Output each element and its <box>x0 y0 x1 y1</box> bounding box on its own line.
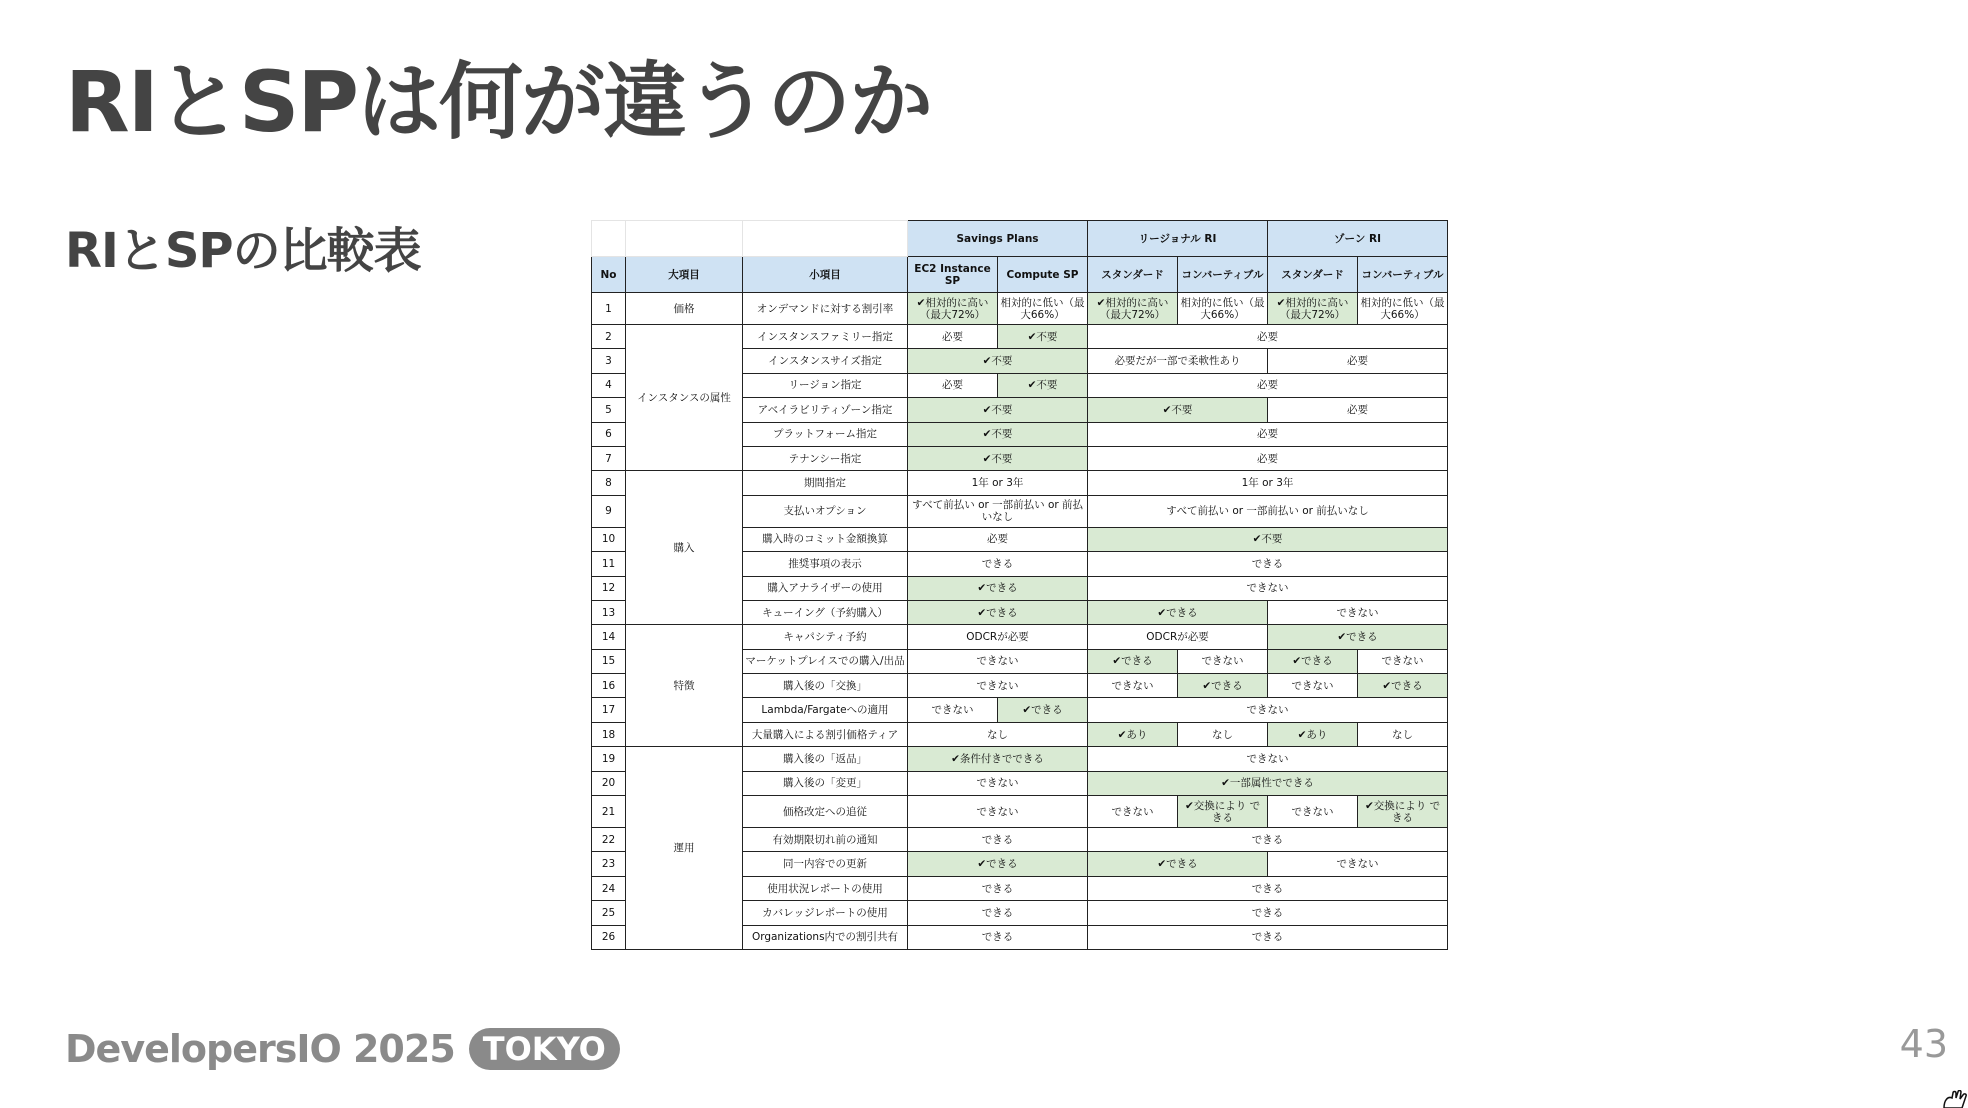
item-cell: インスタンスサイズ指定 <box>743 349 908 373</box>
group-zone-ri: ゾーン RI <box>1268 221 1448 257</box>
table-row <box>592 625 1448 649</box>
value-cell: ✔不要 <box>998 373 1088 397</box>
row-number: 6 <box>592 422 626 446</box>
item-cell: 支払いオプション <box>743 495 908 527</box>
item-cell: Organizations内での割引共有 <box>743 925 908 949</box>
value-cell: できる <box>1088 901 1448 925</box>
value-cell: ✔不要 <box>908 349 1088 373</box>
group-regional-ri: リージョナル RI <box>1088 221 1268 257</box>
value-cell: ODCRが必要 <box>1088 625 1268 649</box>
slide-title: RIとSPは何が違うのか <box>65 53 931 151</box>
value-cell: ✔不要 <box>908 422 1088 446</box>
value-cell: できない <box>908 698 998 722</box>
item-cell: 同一内容での更新 <box>743 852 908 876</box>
value-cell: できる <box>908 552 1088 576</box>
category-cell: 運用 <box>626 747 743 950</box>
value-cell: できない <box>1268 852 1448 876</box>
value-cell: ✔できる <box>998 698 1088 722</box>
table-row <box>592 325 1448 349</box>
value-cell: ✔不要 <box>998 325 1088 349</box>
item-cell: 購入アナライザーの使用 <box>743 576 908 600</box>
row-number: 1 <box>592 293 626 325</box>
value-cell: ✔できる <box>1268 625 1448 649</box>
row-number: 21 <box>592 796 626 828</box>
blank-cell <box>592 221 626 257</box>
value-cell: ✔交換により できる <box>1178 796 1268 828</box>
row-number: 12 <box>592 576 626 600</box>
value-cell: できる <box>908 925 1088 949</box>
value-cell: ✔できる <box>1268 649 1358 673</box>
row-number: 5 <box>592 398 626 422</box>
value-cell: ✔あり <box>1088 722 1178 746</box>
value-cell: ✔できる <box>908 600 1088 624</box>
value-cell: できない <box>908 649 1088 673</box>
value-cell: ✔できる <box>1088 852 1268 876</box>
value-cell: ✔不要 <box>908 398 1088 422</box>
value-cell: ✔できる <box>908 576 1088 600</box>
value-cell: ✔できる <box>1358 674 1448 698</box>
value-cell: できる <box>1088 828 1448 852</box>
value-cell: 相対的に低い（最大66%） <box>1178 293 1268 325</box>
value-cell: なし <box>1178 722 1268 746</box>
item-cell: 購入後の「返品」 <box>743 747 908 771</box>
value-cell: 1年 or 3年 <box>908 471 1088 495</box>
value-cell: 相対的に低い（最大66%） <box>1358 293 1448 325</box>
value-cell: できない <box>908 796 1088 828</box>
value-cell: 必要だが一部で柔軟性あり <box>1088 349 1268 373</box>
value-cell: できない <box>1268 600 1448 624</box>
value-cell: できない <box>1268 796 1358 828</box>
item-cell: 推奨事項の表示 <box>743 552 908 576</box>
value-cell: 必要 <box>908 325 998 349</box>
item-cell: インスタンスファミリー指定 <box>743 325 908 349</box>
value-cell: 必要 <box>1088 422 1448 446</box>
value-cell: できる <box>908 876 1088 900</box>
value-cell: できない <box>1088 698 1448 722</box>
item-cell: アベイラビリティゾーン指定 <box>743 398 908 422</box>
value-cell: できない <box>908 674 1088 698</box>
value-cell: 必要 <box>1088 373 1448 397</box>
table-row <box>592 747 1448 771</box>
header-ec2-instance-sp: EC2 Instance SP <box>908 257 998 293</box>
row-number: 2 <box>592 325 626 349</box>
value-cell: ✔条件付きでできる <box>908 747 1088 771</box>
value-cell: ✔不要 <box>908 446 1088 470</box>
item-cell: リージョン指定 <box>743 373 908 397</box>
value-cell: 必要 <box>1088 446 1448 470</box>
item-cell: マーケットプレイスでの購入/出品 <box>743 649 908 673</box>
row-number: 16 <box>592 674 626 698</box>
value-cell: 必要 <box>1088 325 1448 349</box>
value-cell: ODCRが必要 <box>908 625 1088 649</box>
value-cell: ✔不要 <box>1088 398 1268 422</box>
row-number: 26 <box>592 925 626 949</box>
comparison-table <box>591 220 1447 947</box>
category-cell: 購入 <box>626 471 743 625</box>
row-number: 4 <box>592 373 626 397</box>
row-number: 25 <box>592 901 626 925</box>
value-cell: できない <box>1088 747 1448 771</box>
row-number: 24 <box>592 876 626 900</box>
value-cell: できる <box>1088 552 1448 576</box>
value-cell: 1年 or 3年 <box>1088 471 1448 495</box>
value-cell: できる <box>908 828 1088 852</box>
item-cell: 期間指定 <box>743 471 908 495</box>
value-cell: できない <box>1358 649 1448 673</box>
value-cell: できない <box>908 771 1088 795</box>
header-compute-sp: Compute SP <box>998 257 1088 293</box>
item-cell: Lambda/Fargateへの適用 <box>743 698 908 722</box>
category-cell: インスタンスの属性 <box>626 325 743 471</box>
row-number: 3 <box>592 349 626 373</box>
value-cell: 必要 <box>1268 398 1448 422</box>
page-number: 43 <box>1899 1022 1948 1066</box>
row-number: 10 <box>592 527 626 551</box>
header-regional-convertible: コンバーティブル <box>1178 257 1268 293</box>
item-cell: キューイング（予約購入） <box>743 600 908 624</box>
value-cell: ✔あり <box>1268 722 1358 746</box>
event-brand-text: DevelopersIO 2025 <box>65 1027 455 1071</box>
item-cell: プラットフォーム指定 <box>743 422 908 446</box>
row-number: 7 <box>592 446 626 470</box>
value-cell: できる <box>1088 925 1448 949</box>
value-cell: ✔相対的に高い（最大72%） <box>908 293 998 325</box>
item-cell: カバレッジレポートの使用 <box>743 901 908 925</box>
value-cell: ✔相対的に高い（最大72%） <box>1268 293 1358 325</box>
blank-cell <box>743 221 908 257</box>
value-cell: ✔できる <box>908 852 1088 876</box>
row-number: 20 <box>592 771 626 795</box>
value-cell: なし <box>908 722 1088 746</box>
row-number: 17 <box>592 698 626 722</box>
value-cell: ✔不要 <box>1088 527 1448 551</box>
item-cell: テナンシー指定 <box>743 446 908 470</box>
value-cell: できない <box>1088 796 1178 828</box>
header-regional-standard: スタンダード <box>1088 257 1178 293</box>
row-number: 18 <box>592 722 626 746</box>
item-cell: 購入後の「変更」 <box>743 771 908 795</box>
value-cell: できない <box>1178 649 1268 673</box>
row-number: 11 <box>592 552 626 576</box>
group-savings-plans: Savings Plans <box>908 221 1088 257</box>
item-cell: 価格改定への追従 <box>743 796 908 828</box>
value-cell: できる <box>908 901 1088 925</box>
value-cell: なし <box>1358 722 1448 746</box>
group-header-row <box>592 221 1448 257</box>
header-category: 大項目 <box>626 257 743 293</box>
value-cell: できない <box>1088 674 1178 698</box>
table-row <box>592 293 1448 325</box>
value-cell: できない <box>1088 576 1448 600</box>
header-zone-convertible: コンバーティブル <box>1358 257 1448 293</box>
value-cell: 相対的に低い（最大66%） <box>998 293 1088 325</box>
item-cell: オンデマンドに対する割引率 <box>743 293 908 325</box>
item-cell: 使用状況レポートの使用 <box>743 876 908 900</box>
header-item: 小項目 <box>743 257 908 293</box>
value-cell: ✔できる <box>1178 674 1268 698</box>
value-cell: ✔一部属性でできる <box>1088 771 1448 795</box>
value-cell: ✔相対的に高い（最大72%） <box>1088 293 1178 325</box>
value-cell: すべて前払い or 一部前払い or 前払いなし <box>908 495 1088 527</box>
header-no: No <box>592 257 626 293</box>
row-number: 13 <box>592 600 626 624</box>
category-cell: 特徴 <box>626 625 743 747</box>
header-zone-standard: スタンダード <box>1268 257 1358 293</box>
value-cell: 必要 <box>1268 349 1448 373</box>
category-cell: 価格 <box>626 293 743 325</box>
row-number: 9 <box>592 495 626 527</box>
row-number: 19 <box>592 747 626 771</box>
value-cell: できない <box>1268 674 1358 698</box>
row-number: 8 <box>592 471 626 495</box>
event-location-badge: TOKYO <box>469 1028 620 1070</box>
row-number: 22 <box>592 828 626 852</box>
column-header-row <box>592 257 1448 293</box>
row-number: 14 <box>592 625 626 649</box>
item-cell: キャパシティ予約 <box>743 625 908 649</box>
value-cell: 必要 <box>908 527 1088 551</box>
blank-cell <box>626 221 743 257</box>
value-cell: できる <box>1088 876 1448 900</box>
row-number: 23 <box>592 852 626 876</box>
item-cell: 大量購入による割引価格ティア <box>743 722 908 746</box>
hand-cursor-icon <box>1940 1090 1968 1108</box>
value-cell: ✔できる <box>1088 600 1268 624</box>
table-row <box>592 471 1448 495</box>
value-cell: すべて前払い or 一部前払い or 前払いなし <box>1088 495 1448 527</box>
value-cell: ✔交換により できる <box>1358 796 1448 828</box>
row-number: 15 <box>592 649 626 673</box>
value-cell: 必要 <box>908 373 998 397</box>
item-cell: 有効期限切れ前の通知 <box>743 828 908 852</box>
event-logo <box>65 1027 620 1071</box>
slide-subtitle: RIとSPの比較表 <box>65 223 421 279</box>
item-cell: 購入後の「交換」 <box>743 674 908 698</box>
item-cell: 購入時のコミット金額換算 <box>743 527 908 551</box>
value-cell: ✔できる <box>1088 649 1178 673</box>
